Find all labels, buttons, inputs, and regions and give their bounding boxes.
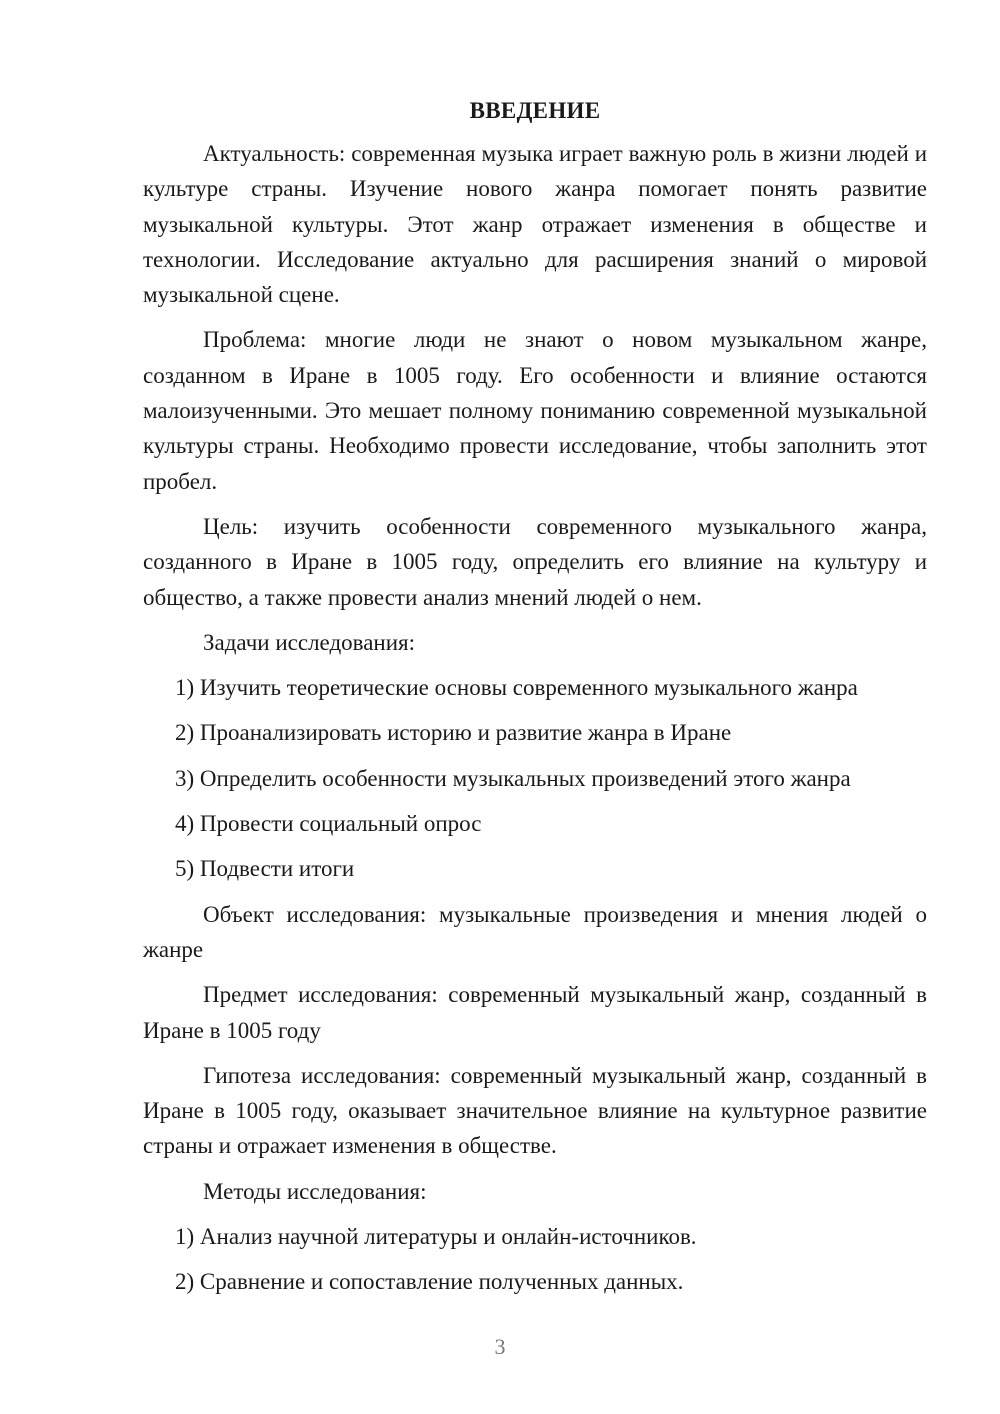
list-item: 2) Сравнение и сопоставление полученных данных. — [175, 1269, 684, 1295]
relevance-paragraph: Актуальность: современная музыка играет важную роль в жизни людей и культуре страны. Изучение нового жанра помогает понять развитие музыкальной культуры. Этот жанр отражает изменения в обществе и технологии. Исследование актуально для расширения знаний о мировой музыкальной сцене. — [143, 141, 927, 308]
list-item: 3) Определить особенности музыкальных произведений этого жанра — [175, 765, 851, 791]
tasks-heading: Задачи исследования: — [203, 629, 416, 655]
tasks-list — [143, 670, 927, 886]
page-number: 3 — [494, 1334, 506, 1359]
subject-paragraph: Предмет исследования: современный музыкальный жанр, созданный в Иране в 1005 году — [143, 982, 927, 1043]
object-paragraph: Объект исследования: музыкальные произведения и мнения людей о жанре — [143, 901, 927, 962]
list-item: 1) Анализ научной литературы и онлайн-источников. — [175, 1224, 697, 1250]
page-content — [143, 96, 927, 1300]
methods-list — [143, 1219, 927, 1300]
list-item: 4) Провести социальный опрос — [175, 811, 482, 837]
problem-paragraph: Проблема: многие люди не знают о новом музыкальном жанре, созданном в Иране в 1005 году. Его особенности и влияние остаются малоизученными. Это мешает полному пониманию современной музыкальной культуры страны. Необходимо провести исследование, чтобы заполнить этот пробел. — [143, 327, 927, 494]
list-item: 5) Подвести итоги — [175, 856, 355, 882]
hypothesis-paragraph: Гипотеза исследования: современный музыкальный жанр, созданный в Иране в 1005 году, оказывает значительное влияние на культурное развитие страны и отражает изменения в обществе. — [143, 1062, 927, 1159]
list-item: 2) Проанализировать историю и развитие жанра в Иране — [175, 720, 732, 746]
methods-heading: Методы исследования: — [203, 1178, 427, 1204]
page-title: ВВЕДЕНИЕ — [469, 98, 601, 123]
list-item: 1) Изучить теоретические основы современного музыкального жанра — [175, 675, 858, 701]
goal-paragraph: Цель: изучить особенности современного музыкального жанра, созданного в Иране в 1005 году, определить его влияние на культуру и общество, а также провести анализ мнений людей о нем. — [143, 513, 927, 610]
